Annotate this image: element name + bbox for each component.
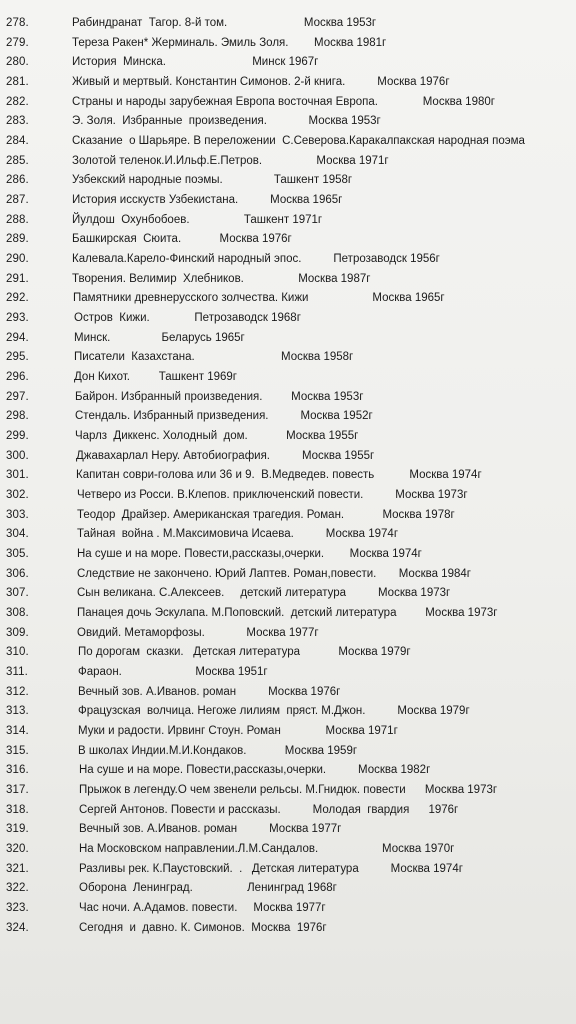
entry-text: История исскуств Узбекистана. Москва 1965г (72, 194, 343, 207)
entry-number: 287. (6, 194, 29, 207)
entry-number: 300. (6, 449, 29, 462)
entry-text: Йулдош Охунбобоев. Ташкент 1971г (72, 213, 323, 226)
entry-text: Овидий. Метаморфозы. Москва 1977г (77, 626, 319, 639)
entry-number: 278. (6, 17, 29, 29)
entry-text: Калевала.Карело-Финский народный эпос. Петрозаводск 1956г (72, 253, 440, 266)
entry-number: 307. (6, 587, 29, 600)
list-item (0, 760, 576, 780)
list-item (0, 485, 576, 505)
entry-number: 322. (6, 882, 29, 895)
list-item (0, 780, 576, 800)
list-item (0, 701, 576, 721)
entry-text: Байрон. Избранный произведения. Москва 1953г (75, 390, 364, 403)
entry-text: Тайная война . М.Максимовича Исаева. Москва 1974г (77, 528, 399, 541)
entry-number: 282. (6, 95, 29, 108)
entry-text: На суше и на море. Повести,рассказы,очерки. Москва 1974г (77, 548, 422, 561)
entry-text: Вечный зов. А.Иванов. роман Москва 1976г (78, 685, 341, 698)
list-item (0, 229, 576, 249)
entry-number: 288. (6, 213, 29, 226)
list-item (0, 269, 576, 289)
entry-text: Капитан соври-голова или 36 и 9. В.Медведев. повесть Москва 1974г (76, 469, 482, 482)
entry-number: 315. (6, 744, 29, 757)
entry-text: Прыжок в легенду.О чем звенели рельсы. М.Гнидюк. повести Москва 1973г (79, 784, 498, 797)
entry-number: 319. (6, 823, 29, 836)
list-item (0, 347, 576, 367)
list-item (0, 642, 576, 662)
entry-number: 292. (6, 292, 29, 305)
entry-text: На суше и на море. Повести,рассказы,очерки. Москва 1982г (79, 764, 431, 777)
entry-text: Башкирская Сюита. Москва 1976г (72, 233, 292, 246)
entry-text: Вечный зов. А.Иванов. роман Москва 1977г (79, 823, 342, 836)
entry-text: Чарлз Диккенс. Холодный дом. Москва 1955г (75, 430, 359, 443)
entry-number: 295. (6, 351, 29, 364)
list-item (0, 918, 576, 938)
entry-text: Стендаль. Избранный призведения. Москва 1952г (75, 410, 373, 423)
list-item (0, 583, 576, 603)
entry-text: Следствие не закончено. Юрий Лаптев. Роман,повести. Москва 1984г (77, 567, 471, 580)
entry-number: 308. (6, 607, 29, 620)
list-item (0, 446, 576, 466)
entry-text: Джавахарлал Неру. Автобиография. Москва 1955г (76, 449, 375, 462)
entry-text: Э. Золя. Избранные произведения. Москва 1953г (72, 115, 381, 128)
entry-text: Остров Кижи. Петрозаводск 1968г (74, 312, 301, 325)
list-item (0, 131, 576, 151)
entry-number: 309. (6, 626, 29, 639)
entry-number: 291. (6, 272, 29, 285)
list-item (0, 190, 576, 210)
entry-number: 284. (6, 135, 29, 148)
list-item (0, 603, 576, 623)
entry-text: Час ночи. А.Адамов. повести. Москва 1977г (79, 902, 326, 915)
entry-number: 314. (6, 725, 29, 738)
list-item (0, 800, 576, 820)
list-item (0, 524, 576, 544)
list-item (0, 52, 576, 72)
entry-text: Тереза Ракен* Жерминаль. Эмиль Золя. Москва 1981г (72, 36, 387, 49)
entry-text: Оборона Ленинград. Ленинград 1968г (79, 882, 337, 895)
entry-text: Фрацузская волчица. Негоже лилиям пряст. М.Джон. Москва 1979г (78, 705, 470, 718)
list-item (0, 682, 576, 702)
entry-text: Дон Кихот. Ташкент 1969г (74, 371, 237, 384)
entry-number: 323. (6, 902, 29, 915)
list-item (0, 721, 576, 741)
list-item (0, 328, 576, 348)
list-item (0, 564, 576, 584)
list-item (0, 170, 576, 190)
entry-number: 297. (6, 390, 29, 403)
entry-text: Памятники древнерусского золчества. Кижи Москва 1965г (73, 292, 445, 305)
entry-number: 290. (6, 253, 29, 266)
list-item (0, 367, 576, 387)
entry-number: 289. (6, 233, 29, 246)
entry-number: 293. (6, 312, 29, 325)
entry-number: 285. (6, 154, 29, 167)
list-item (0, 465, 576, 485)
entry-number: 283. (6, 115, 29, 128)
list-item (0, 387, 576, 407)
entry-text: Панацея дочь Эскулапа. М.Поповский. детский литература Москва 1973г (77, 607, 498, 620)
list-item (0, 505, 576, 525)
entry-number: 311. (6, 666, 28, 679)
list-item (0, 111, 576, 131)
list-item (0, 878, 576, 898)
list-item (0, 210, 576, 230)
entry-text: История Минска. Минск 1967г (72, 56, 319, 69)
entry-number: 281. (6, 76, 29, 88)
list-item (0, 92, 576, 112)
list-item (0, 72, 576, 92)
entry-number: 296. (6, 371, 29, 384)
entry-text: На Московском направлении.Л.М.Сандалов. Москва 1970г (79, 843, 455, 856)
list-item (0, 288, 576, 308)
entry-text: Писатели Казахстана. Москва 1958г (74, 351, 354, 364)
entry-text: В школах Индии.М.И.Кондаков. Москва 1959г (78, 744, 358, 757)
list-item (0, 13, 576, 33)
entry-number: 279. (6, 36, 29, 49)
entry-number: 313. (6, 705, 29, 718)
entry-number: 280. (6, 56, 29, 69)
entry-number: 298. (6, 410, 29, 423)
entry-text: Разливы рек. К.Паустовский. . Детская литература Москва 1974г (79, 862, 463, 875)
entry-number: 294. (6, 331, 29, 344)
entry-number: 304. (6, 528, 29, 541)
list-item (0, 249, 576, 269)
list-item (0, 544, 576, 564)
entry-number: 305. (6, 548, 29, 561)
list-item (0, 662, 576, 682)
entry-number: 303. (6, 508, 29, 521)
entry-text: Сегодня и давно. К. Симонов. Москва 1976г (79, 921, 327, 934)
entry-number: 316. (6, 764, 29, 777)
entry-number: 310. (6, 646, 29, 659)
entry-text: Творения. Велимир Хлебников. Москва 1987г (72, 272, 371, 285)
entry-text: Минск. Беларусь 1965г (74, 331, 245, 344)
list-item (0, 839, 576, 859)
entry-number: 301. (6, 469, 29, 482)
entry-text: Муки и радости. Ирвинг Стоун. Роман Москва 1971г (78, 725, 398, 738)
entry-number: 306. (6, 567, 29, 580)
entry-text: Страны и народы зарубежная Европа восточная Европа. Москва 1980г (72, 95, 495, 108)
entry-text: Фараон. Москва 1951г (78, 666, 268, 679)
entry-number: 324. (6, 921, 29, 934)
list-item (0, 819, 576, 839)
entry-number: 321. (6, 862, 29, 875)
entry-number: 318. (6, 803, 29, 816)
list-item (0, 151, 576, 171)
entry-text: Четверо из Росси. В.Клепов. приключенский повести. Москва 1973г (77, 489, 468, 502)
entry-number: 302. (6, 489, 29, 502)
list-item (0, 859, 576, 879)
list-item (0, 741, 576, 761)
entry-text: Живый и мертвый. Константин Симонов. 2-й книга. Москва 1976г (72, 76, 450, 88)
entry-number: 317. (6, 784, 29, 797)
entry-text: Сергей Антонов. Повести и рассказы. Молодая гвардия 1976г (79, 803, 459, 816)
list-item (0, 426, 576, 446)
list-item (0, 33, 576, 53)
list-item (0, 898, 576, 918)
entry-text: Сын великана. С.Алексеев. детский литература Москва 1973г (77, 587, 451, 600)
list-item (0, 623, 576, 643)
entry-number: 286. (6, 174, 29, 187)
entry-number: 312. (6, 685, 29, 698)
entry-text: Рабиндранат Тагор. 8-й том. Москва 1953г (72, 17, 377, 29)
list-item (0, 308, 576, 328)
entry-text: Сказание о Шарьяре. В переложении С.Северова.Каракалпакская народная поэма (72, 135, 525, 148)
entry-number: 299. (6, 430, 29, 443)
entry-text: По дорогам сказки. Детская литература Москва 1979г (78, 646, 411, 659)
entry-number: 320. (6, 843, 29, 856)
entry-text: Теодор Драйзер. Американская трагедия. Роман. Москва 1978г (77, 508, 455, 521)
entry-text: Узбекский народные поэмы. Ташкент 1958г (72, 174, 353, 187)
entry-text: Золотой теленок.И.Ильф.Е.Петров. Москва 1971г (72, 154, 389, 167)
list-item (0, 406, 576, 426)
